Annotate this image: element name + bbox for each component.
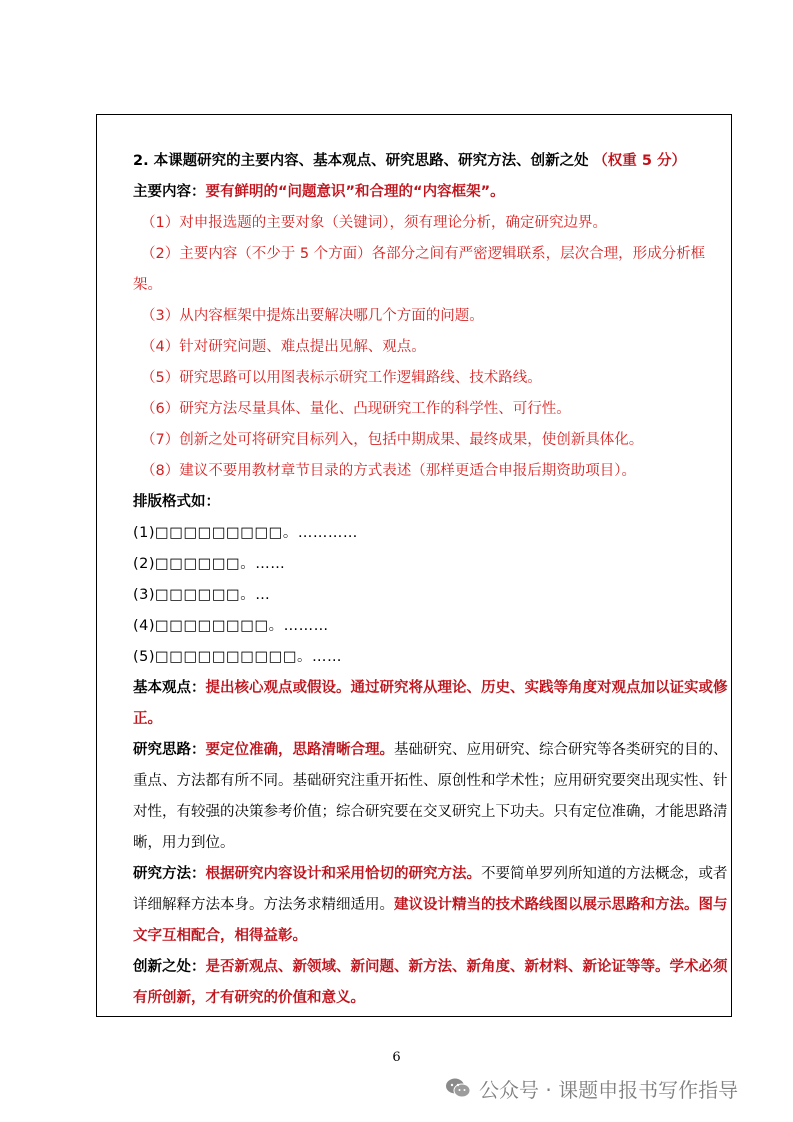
wechat-icon [445, 1077, 471, 1099]
heading-weight: （权重 5 分） [593, 153, 686, 169]
list-item: （3）从内容框架中提炼出要解决哪几个方面的问题。 [141, 308, 484, 324]
document-body [133, 146, 728, 1014]
format-line: (4)□□□□□□□□。……… [133, 618, 329, 634]
list-item: （4）针对研究问题、难点提出见解、观点。 [141, 339, 426, 355]
viewpoints-paragraph [133, 673, 728, 735]
innovation-paragraph [133, 952, 728, 1014]
list-item: （7）创新之处可将研究目标列入，包括中期成果、最终成果，使创新具体化。 [141, 432, 644, 448]
methods-tail: 建议设计精当的技术路线图以展示思路和方法。图与文字互相配合，相得益彰。 [133, 897, 728, 944]
approach-label: 研究思路： [133, 742, 206, 758]
methods-label: 研究方法： [133, 866, 206, 882]
viewpoints-label: 基本观点： [133, 680, 206, 696]
list-item: （6）研究方法尽量具体、量化、凸现研究工作的科学性、可行性。 [141, 401, 571, 417]
heading-text: 2. 本课题研究的主要内容、基本观点、研究思路、研究方法、创新之处 [133, 153, 589, 169]
approach-lead: 要定位准确，思路清晰合理。 [205, 742, 394, 758]
main-content-paragraph [133, 177, 728, 208]
watermark-text: 公众号 · 课题申报书写作指导 [479, 1077, 739, 1102]
list-item: （5）研究思路可以用图表标示研究工作逻辑路线、技术路线。 [141, 370, 542, 386]
list-item: （2）主要内容（不少于 5 个方面）各部分之间有严密逻辑联系，层次合理，形成分析框架。 [133, 246, 706, 293]
list-item: （1）对申报选题的主要对象（关键词），须有理论分析，确定研究边界。 [141, 215, 607, 231]
format-line: (5)□□□□□□□□□□。…… [133, 649, 343, 665]
innovation-label: 创新之处： [133, 959, 206, 975]
innovation-text: 是否新观点、新领域、新问题、新方法、新角度、新材料、新论证等等。学术必须有所创新，才有研究的价值和意义。 [133, 959, 728, 1006]
section-heading [133, 146, 728, 177]
format-line: (2)□□□□□□。…… [133, 556, 286, 572]
list-item: （8）建议不要用教材章节目录的方式表述（那样更适合申报后期资助项目）。 [141, 463, 636, 479]
approach-paragraph [133, 735, 728, 859]
approach-text: 基础研究、应用研究、综合研究等各类研究的目的、重点、方法都有所不同。基础研究注重开拓性、原创性和学术性；应用研究要突出现实性、针对性，有较强的决策参考价值；综合研究要在交叉研究上下功夫。只有定位准确，才能思路清晰，用力到位。 [133, 742, 728, 851]
format-label: 排版格式如： [133, 494, 220, 510]
viewpoints-text: 提出核心观点或假设。通过研究将从理论、历史、实践等角度对观点加以证实或修正。 [133, 680, 728, 727]
format-line: (3)□□□□□□。… [133, 587, 271, 603]
format-line: (1)□□□□□□□□□。………… [133, 525, 358, 541]
main-content-lead: 要有鲜明的“问题意识”和合理的“内容框架”。 [205, 184, 505, 200]
methods-paragraph [133, 859, 728, 952]
watermark [445, 1073, 738, 1103]
page-number: 6 [392, 1050, 401, 1065]
methods-text: 不要简单罗列所知道的方法概念，或者详细解释方法本身。方法务求精细适用。 [133, 866, 728, 913]
main-content-label: 主要内容： [133, 184, 206, 200]
methods-lead: 根据研究内容设计和采用恰切的研究方法。 [205, 866, 481, 882]
